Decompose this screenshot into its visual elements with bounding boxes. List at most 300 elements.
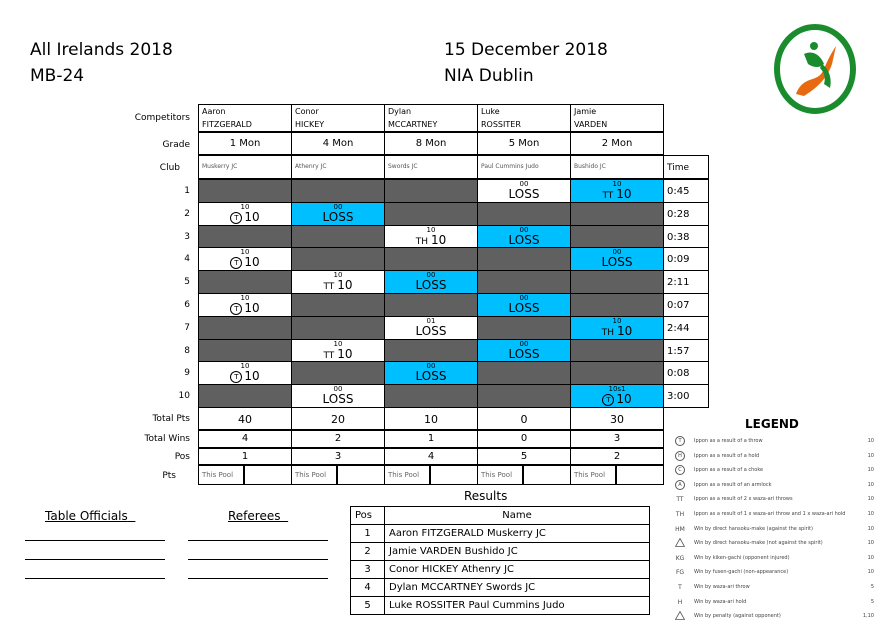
legend-item (674, 538, 874, 550)
pos-cell (198, 448, 292, 465)
legend-text: Win by waza-ari hold (694, 598, 747, 605)
pos-value: 4 (427, 451, 435, 462)
bout-cell (291, 316, 385, 340)
result-pos: 4 (351, 579, 385, 597)
bout-score-value: LOSS (415, 369, 447, 383)
bout-score-sup: 10 (240, 248, 250, 256)
bout-score (292, 279, 384, 294)
bout-cell (384, 225, 478, 248)
pts-cell (616, 465, 664, 485)
bout-score-sup: 10 (240, 362, 250, 370)
pts-cell (523, 465, 571, 485)
total-pts-value: 40 (238, 413, 252, 426)
total-pts-value: 20 (331, 413, 345, 426)
total-pts-value: 30 (610, 413, 624, 426)
total-wins-cell (291, 430, 385, 448)
bout-number: 9 (184, 368, 190, 378)
table-officials-heading: Table Officials (45, 509, 128, 523)
bout-number: 5 (184, 277, 190, 287)
legend-points: 10 (867, 525, 874, 532)
legend-points: 10 (867, 496, 874, 503)
time-value: 0:38 (667, 232, 690, 243)
signature-line (188, 578, 328, 579)
legend-points: 10 (867, 511, 874, 517)
competitor-first-name: Jamie (574, 107, 597, 116)
bout-score-value: 10 (616, 187, 632, 201)
legend-circle-icon (674, 480, 686, 490)
bout-score-value: LOSS (508, 233, 540, 247)
competitor-first-name: Dylan (388, 107, 412, 116)
bout-score-sup: 10 (333, 340, 343, 348)
legend-text: Win by penalty (against opponent) (694, 613, 781, 620)
legend-text: Ippon as a result of 1 x waza-ari throw and 1 x waza-ari hold (694, 511, 846, 517)
bout-cell (291, 339, 385, 362)
pts-cell (244, 465, 292, 485)
legend-item (674, 436, 874, 448)
this-pool-label: This Pool (295, 471, 327, 479)
bout-cell (477, 225, 571, 248)
bout-score-value: 10 (244, 210, 260, 224)
bout-cell (384, 179, 478, 203)
signature-line (25, 559, 165, 560)
referees-heading: Referees (228, 509, 281, 523)
time-value: 0:09 (667, 254, 690, 265)
legend-text: Ippon as a result of an armlock (694, 481, 772, 488)
bout-cell (384, 270, 478, 294)
bout-score (385, 279, 477, 292)
legend-item (674, 567, 874, 579)
this-pool-label: This Pool (481, 471, 513, 479)
competitor-name-cell (291, 104, 385, 132)
bout-score-value: 10 (244, 255, 260, 269)
legend-text: Ippon as a result of a choke (694, 467, 764, 474)
competitor-first-name: Luke (481, 107, 500, 116)
bout-score (385, 370, 477, 383)
bout-score (571, 325, 663, 340)
legend-points: 10 (867, 467, 874, 474)
bout-cell (291, 270, 385, 294)
bout-score-value: 10 (616, 324, 633, 338)
bout-cell (198, 316, 292, 340)
ippon-throw-icon: T (230, 212, 242, 224)
bout-cell (570, 293, 664, 317)
total-wins-value: 0 (520, 433, 528, 444)
bout-cell (384, 293, 478, 317)
category: MB-24 (30, 66, 85, 86)
score-type-code: TH (601, 328, 614, 338)
club-value: Bushido JC (574, 163, 606, 170)
bout-score (199, 256, 291, 269)
grade-value: 1 Mon (229, 138, 261, 149)
table-row (351, 561, 650, 579)
event-date: 15 December 2018 (444, 40, 608, 60)
bout-cell (198, 339, 292, 362)
venue: NIA Dublin (444, 66, 534, 86)
bout-cell (477, 316, 571, 340)
bout-score-value: 10 (337, 347, 353, 361)
pts-cell (430, 465, 478, 485)
bout-score (292, 393, 384, 406)
legend-symbol: H (675, 451, 685, 461)
result-pos: 2 (351, 543, 385, 561)
bout-number: 10 (178, 391, 190, 401)
grade-cell (384, 132, 478, 155)
bout-score-sup: 00 (519, 226, 529, 234)
legend-item (674, 509, 874, 521)
legend-points: 10 (867, 438, 874, 444)
bout-cell (477, 339, 571, 362)
total-wins-value: 2 (334, 433, 342, 444)
competitor-name-cell (384, 104, 478, 132)
bout-score-value: LOSS (322, 392, 354, 406)
bout-score-sup: 00 (519, 294, 529, 302)
bout-score-sup: 10 (612, 180, 622, 188)
total-pts-cell (198, 407, 292, 430)
bout-score-value: LOSS (508, 347, 540, 361)
irish-judo-logo (774, 24, 856, 114)
bout-score-value: LOSS (322, 210, 354, 224)
result-pos: 5 (351, 597, 385, 615)
event-title: All Irelands 2018 (30, 40, 173, 60)
label-club: Club (159, 163, 180, 173)
bout-cell (477, 293, 571, 317)
total-wins-value: 4 (241, 433, 249, 444)
time-value: 0:28 (667, 209, 690, 220)
bout-cell (291, 361, 385, 385)
signature-line (188, 559, 328, 560)
bout-score (199, 211, 291, 224)
legend-symbol: TT (676, 496, 684, 504)
ippon-throw-icon: T (602, 394, 614, 406)
time-cell (663, 225, 709, 248)
time-value: 2:11 (667, 277, 690, 288)
bout-cell (570, 384, 664, 408)
legend-symbol: KG (675, 554, 685, 562)
bout-score (385, 325, 477, 338)
legend-item (674, 494, 874, 506)
competitor-name-cell (198, 104, 292, 132)
score-type-code: TT (323, 351, 335, 361)
signature-line (25, 578, 165, 579)
club-cell (477, 155, 571, 179)
bout-score-value: 10 (244, 369, 260, 383)
total-wins-cell (570, 430, 664, 448)
grade-cell (198, 132, 292, 155)
table-row (351, 543, 650, 561)
club-cell (384, 155, 478, 179)
bout-score-value: LOSS (415, 278, 447, 292)
legend-points: 10 (867, 540, 874, 547)
bout-cell (384, 202, 478, 226)
legend-points: 5 (870, 584, 874, 590)
bout-score (199, 302, 291, 315)
results-col-pos: Pos (351, 507, 385, 525)
result-name: Dylan MCCARTNEY Swords JC (385, 579, 650, 597)
legend-text: Win by kiken-gachi (opponent injured) (694, 554, 790, 561)
time-value: 0:08 (667, 368, 690, 379)
bout-cell (570, 270, 664, 294)
this-pool-label: This Pool (202, 471, 234, 479)
bout-cell (291, 179, 385, 203)
results-col-name: Name (385, 507, 650, 525)
total-pts-cell (291, 407, 385, 430)
bout-score-value: 10 (616, 392, 632, 406)
time-header-label: Time (667, 163, 690, 173)
results-table (350, 506, 650, 615)
legend-item (674, 465, 874, 477)
time-cell (663, 247, 709, 271)
bout-score-sup: 00 (612, 248, 622, 256)
bout-score (478, 302, 570, 315)
legend-title: LEGEND (745, 417, 799, 431)
bout-cell (384, 339, 478, 362)
legend-text: Win by direct hansoku-make (against the spirit) (694, 525, 813, 532)
time-cell (663, 202, 709, 226)
this-pool-label: This Pool (574, 471, 606, 479)
legend-circle-icon (674, 451, 686, 461)
legend-item (674, 582, 874, 594)
table-row (351, 525, 650, 543)
competitor-last-name: FITZGERALD (202, 120, 252, 129)
total-wins-cell (198, 430, 292, 448)
competitor-last-name: HICKEY (295, 120, 325, 129)
time-cell (663, 361, 709, 385)
bout-cell (477, 384, 571, 408)
label-pts: Pts (162, 471, 176, 481)
legend-item (674, 553, 874, 565)
bout-number: 1 (184, 186, 190, 196)
bout-score-sup: 10 (240, 294, 250, 302)
grade-value: 4 Mon (322, 138, 354, 149)
result-name: Jamie VARDEN Bushido JC (385, 543, 650, 561)
time-value: 3:00 (667, 391, 690, 402)
bout-cell (570, 339, 664, 362)
pos-value: 5 (520, 451, 528, 462)
legend-text: Ippon as a result of 2 x waza-ari throws (694, 496, 793, 503)
ippon-throw-icon: T (230, 303, 242, 315)
bout-cell (198, 361, 292, 385)
label-total-pts: Total Pts (152, 414, 190, 424)
total-pts-cell (570, 407, 664, 430)
bout-score-sup: 00 (426, 362, 436, 370)
label-grade: Grade (162, 140, 190, 150)
result-pos: 3 (351, 561, 385, 579)
bout-score (199, 370, 291, 383)
score-type-code: TT (602, 191, 614, 201)
bout-cell (384, 247, 478, 271)
legend-text: Win by fusen-gachi (non-appearance) (694, 569, 789, 576)
club-cell (198, 155, 292, 179)
bout-cell (570, 316, 664, 340)
legend-points: 5 (870, 598, 874, 605)
legend-circle-icon (674, 465, 686, 475)
legend-symbol: T (675, 436, 685, 446)
time-value: 0:45 (667, 186, 690, 197)
total-wins-cell (477, 430, 571, 448)
bout-number: 7 (184, 323, 190, 333)
grade-cell (570, 132, 664, 155)
results-title: Results (464, 489, 508, 503)
bout-cell (291, 384, 385, 408)
legend-item (674, 524, 874, 536)
grade-cell (291, 132, 385, 155)
bout-score-value: 10 (430, 233, 447, 247)
time-value: 1:57 (667, 346, 690, 357)
bout-number: 4 (184, 254, 190, 264)
time-cell (663, 384, 709, 408)
bout-score-sup: 00 (426, 271, 436, 279)
pos-value: 1 (241, 451, 249, 462)
bout-score (478, 348, 570, 361)
bout-cell (570, 225, 664, 248)
bout-score (571, 393, 663, 406)
bout-number: 8 (184, 346, 190, 356)
pos-cell (384, 448, 478, 465)
competitor-last-name: ROSSITER (481, 120, 521, 129)
legend-points: 10 (867, 569, 874, 576)
legend-symbol: A (675, 480, 685, 490)
time-cell (663, 339, 709, 362)
time-header (663, 155, 709, 179)
time-cell (663, 293, 709, 317)
bout-cell (570, 361, 664, 385)
this-pool-cell (384, 465, 430, 485)
bout-cell (477, 270, 571, 294)
grade-value: 2 Mon (601, 138, 633, 149)
bout-cell (198, 179, 292, 203)
total-wins-value: 3 (613, 433, 621, 444)
time-value: 0:07 (667, 300, 690, 311)
bout-cell (198, 384, 292, 408)
legend-item (674, 611, 874, 623)
bout-cell (291, 225, 385, 248)
pos-value: 2 (613, 451, 621, 462)
bout-cell (477, 179, 571, 203)
signature-line (188, 540, 328, 541)
legend-item (674, 480, 874, 492)
club-value: Athenry JC (295, 163, 327, 170)
bout-cell (198, 202, 292, 226)
competitor-first-name: Aaron (202, 107, 226, 116)
bout-cell (198, 270, 292, 294)
legend-points: 10 (867, 554, 874, 561)
pos-cell (477, 448, 571, 465)
competitor-last-name: VARDEN (574, 120, 608, 129)
legend-points: 10 (867, 481, 874, 488)
legend-symbol: TH (675, 511, 685, 518)
legend-symbol: C (675, 465, 685, 475)
total-pts-cell (384, 407, 478, 430)
competitor-name-cell (570, 104, 664, 132)
warning-triangle-icon (674, 538, 686, 549)
bout-cell (570, 179, 664, 203)
bout-cell (477, 202, 571, 226)
competitor-first-name: Conor (295, 107, 319, 116)
score-type-code: TT (323, 282, 335, 292)
club-value: Swords JC (388, 163, 418, 170)
legend-text: Ippon as a result of a throw (694, 438, 763, 444)
time-cell (663, 316, 709, 340)
legend-points: 10 (867, 452, 874, 459)
club-value: Muskerry JC (202, 163, 238, 170)
legend-text: Win by direct hansoku-make (not against the spirit) (694, 540, 823, 547)
bout-score (571, 256, 663, 269)
bout-cell (384, 384, 478, 408)
result-name: Luke ROSSITER Paul Cummins Judo (385, 597, 650, 615)
warning-triangle-icon (674, 611, 686, 622)
label-total-wins: Total Wins (144, 434, 190, 444)
bout-number: 3 (184, 232, 190, 242)
result-name: Aaron FITZGERALD Muskerry JC (385, 525, 650, 543)
bout-cell (570, 202, 664, 226)
pos-cell (291, 448, 385, 465)
result-name: Conor HICKEY Athenry JC (385, 561, 650, 579)
bout-score-sup: 01 (426, 317, 436, 325)
legend-item (674, 597, 874, 609)
this-pool-label: This Pool (388, 471, 420, 479)
bout-score-sup: 10 (426, 226, 436, 234)
legend-symbol: FG (675, 569, 685, 577)
table-row (351, 579, 650, 597)
competitor-last-name: MCCARTNEY (388, 120, 438, 129)
bout-number: 2 (184, 209, 190, 219)
club-cell (291, 155, 385, 179)
bout-cell (477, 247, 571, 271)
bout-score (292, 211, 384, 224)
bout-score-value: 10 (244, 301, 260, 315)
time-cell (663, 179, 709, 203)
this-pool-cell (291, 465, 337, 485)
bout-score-sup: 00 (519, 180, 529, 188)
table-row (351, 597, 650, 615)
bout-cell (291, 293, 385, 317)
this-pool-cell (570, 465, 616, 485)
bout-score-value: 10 (337, 278, 353, 292)
bout-score-value: LOSS (415, 324, 447, 338)
total-wins-cell (384, 430, 478, 448)
label-pos: Pos (174, 452, 190, 462)
bout-cell (198, 293, 292, 317)
bout-cell (198, 225, 292, 248)
legend-symbol: T (678, 584, 682, 591)
bout-score-sup: 00 (333, 385, 343, 393)
legend-points: 1,10 (862, 613, 874, 620)
bout-score-sup: 00 (519, 340, 529, 348)
bout-score-value: LOSS (508, 301, 540, 315)
time-cell (663, 270, 709, 294)
results-header-row (351, 507, 650, 525)
bout-cell (570, 247, 664, 271)
bout-score-sup: 10 (240, 203, 250, 211)
legend-circle-icon (674, 436, 686, 446)
total-wins-value: 1 (427, 433, 435, 444)
ippon-throw-icon: T (230, 371, 242, 383)
legend-symbol: HM (675, 525, 685, 533)
bout-cell (384, 316, 478, 340)
score-type-code: TH (415, 237, 428, 247)
grade-cell (477, 132, 571, 155)
bout-cell (384, 361, 478, 385)
total-pts-value: 0 (520, 413, 528, 426)
pts-cell (337, 465, 385, 485)
competitor-name-cell (477, 104, 571, 132)
bout-cell (198, 247, 292, 271)
bout-score-value: LOSS (601, 255, 633, 269)
bout-score-sup: 00 (333, 203, 343, 211)
legend-text: Ippon as a result of a hold (694, 452, 760, 459)
bout-cell (477, 361, 571, 385)
bout-score-value: LOSS (508, 187, 540, 201)
